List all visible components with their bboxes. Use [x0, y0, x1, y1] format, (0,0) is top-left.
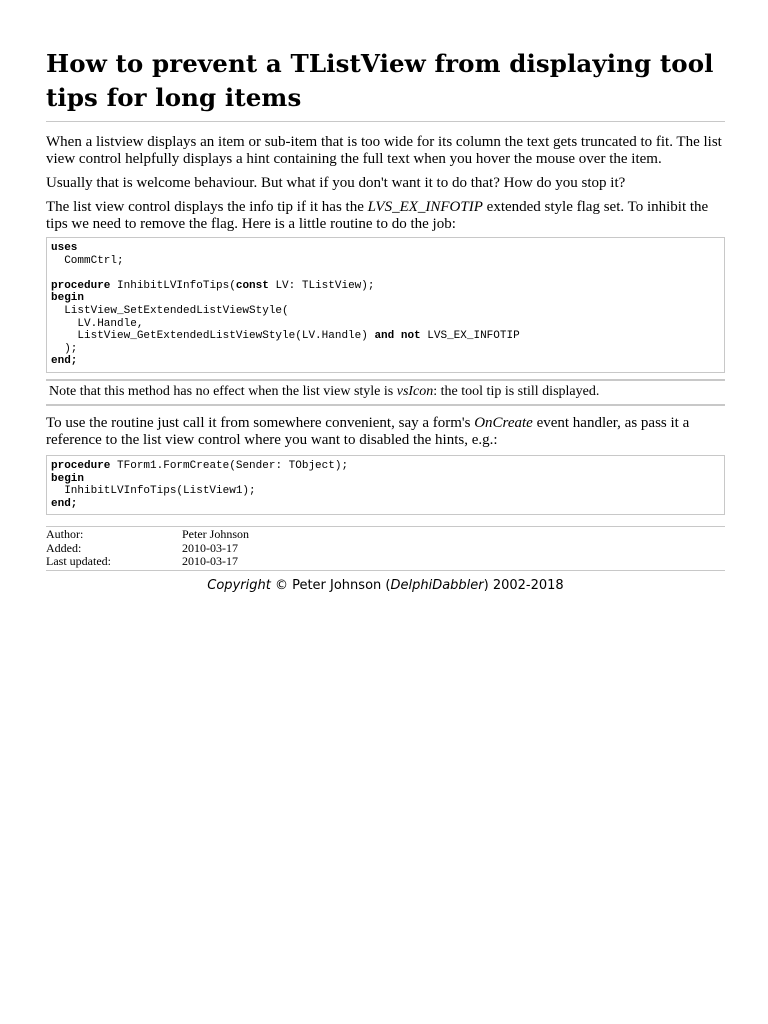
- article: [46, 0, 725, 594]
- meta-added-label: Added:: [46, 540, 82, 555]
- code-block-usage: procedure TForm1.FormCreate(Sender: TObject); begin InhibitLVInfoTips(ListView1); end;: [46, 455, 725, 515]
- paragraph-infotip: The list view control displays the info tip if it has the LVS_EX_INFOTIP extended style flag set. To inhibit the tips we need to remove the flag. Here is a little routine to do the job:: [46, 199, 709, 232]
- page-title: How to prevent a TListView from displaying tool tips for long items: [46, 47, 725, 122]
- meta-updated-label: Last updated:: [46, 554, 111, 569]
- meta-updated-row: [46, 555, 725, 569]
- meta-author-value: Peter Johnson: [182, 527, 249, 542]
- flag-name: LVS_EX_INFOTIP: [367, 199, 483, 215]
- note-box: Note that this method has no effect when the list view style is vsIcon: the tool tip is still displayed.: [46, 379, 725, 406]
- event-name: OnCreate: [474, 414, 533, 431]
- site-name: DelphiDabbler: [390, 577, 484, 593]
- style-name: vsIcon: [396, 383, 434, 399]
- article-metadata: [46, 526, 725, 571]
- paragraph-question: Usually that is welcome behaviour. But what if you don't want it to do that? How do you stop it?: [46, 175, 626, 191]
- meta-added-value: 2010-03-17: [182, 540, 238, 555]
- meta-author-label: Author:: [46, 527, 84, 542]
- meta-author-row: [46, 528, 725, 542]
- paragraph-usage: To use the routine just call it from somewhere convenient, say a form's OnCreate event handler, as pass it a reference to the list view control where you want to disabled the hints, e.g.:: [46, 414, 690, 448]
- paragraph-intro: When a listview displays an item or sub-item that is too wide for its column the text gets truncated to fit. The list view control helpfully displays a hint containing the full text when you hover the mouse over the item.: [46, 134, 722, 167]
- code-block-routine: uses CommCtrl; procedure InhibitLVInfoTips(const LV: TListView); begin ListView_SetExtendedListViewStyle( LV.Handle, ListView_GetExtendedListViewStyle(LV.Handle) and not LVS_EX_INFOTIP ); end;: [46, 237, 725, 373]
- meta-updated-value: 2010-03-17: [182, 554, 238, 569]
- meta-added-row: [46, 542, 725, 556]
- copyright-footer: Copyright © Peter Johnson (DelphiDabbler) 2002-2018: [207, 577, 564, 593]
